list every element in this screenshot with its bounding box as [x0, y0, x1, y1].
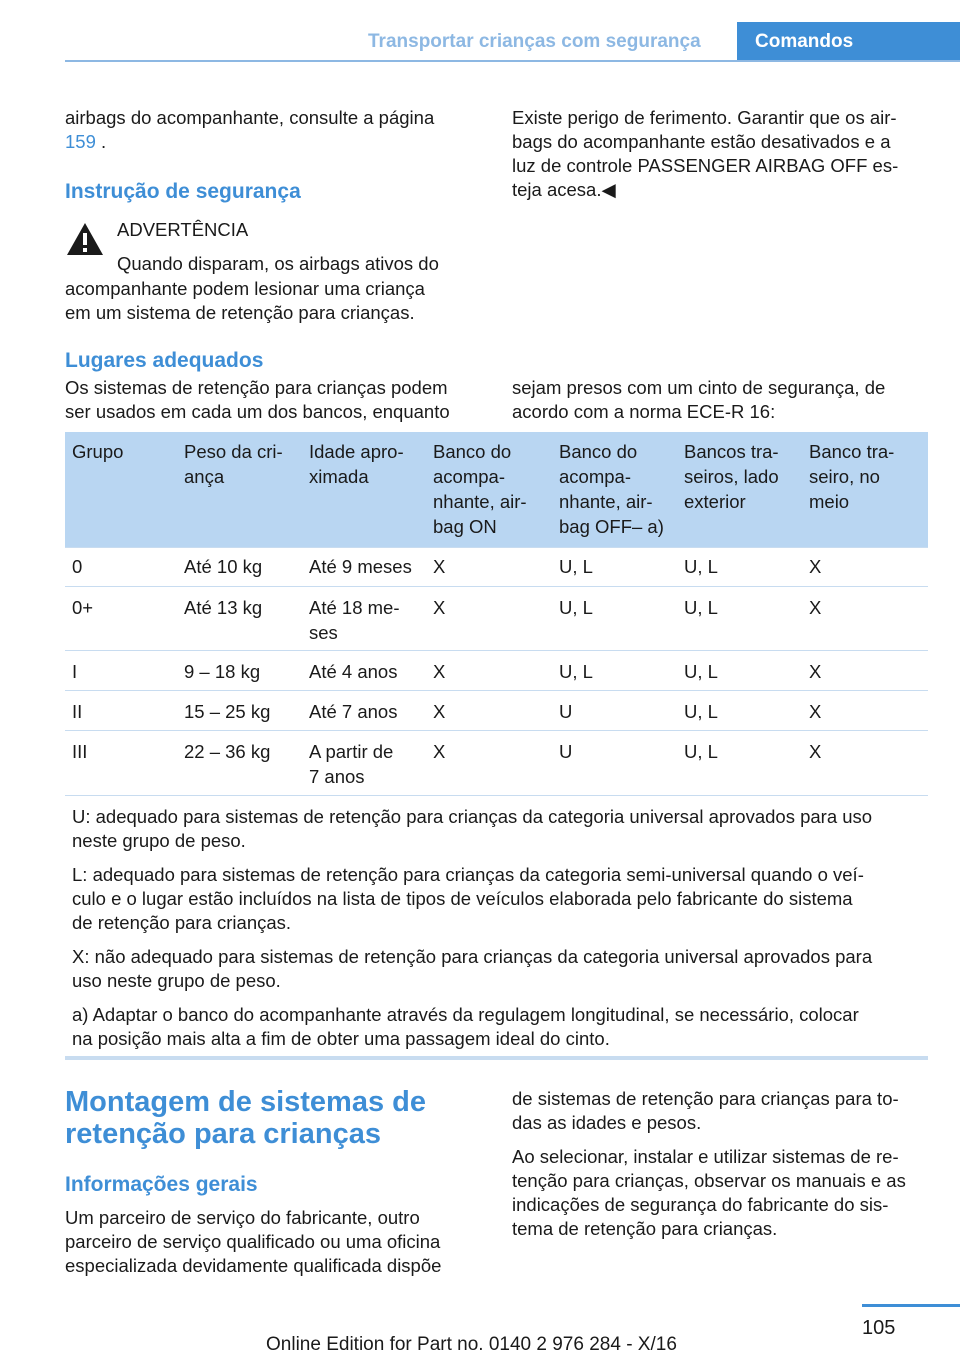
heading-line: Montagem de sistemas de	[65, 1086, 426, 1118]
table-cell: Até 9 meses	[309, 556, 412, 577]
note-line: uso neste grupo de peso.	[72, 970, 281, 991]
note-l	[72, 863, 922, 935]
table-header-cell: seiro, no	[809, 466, 880, 487]
table-cell: X	[809, 556, 822, 577]
table-cell: X	[433, 661, 446, 682]
text-line: sejam presos com um cinto de segurança, de	[512, 377, 886, 398]
table-header-cell: ança	[184, 466, 225, 487]
note-line: culo e o lugar estão incluídos na lista de tipos de veículos elaborada pelo fabricante do sistema	[72, 888, 853, 909]
table-header-cell: Banco do	[433, 441, 512, 462]
table-header-cell: Banco tra‐	[809, 441, 895, 462]
note-line: neste grupo de peso.	[72, 830, 246, 851]
intro-end: .	[95, 131, 107, 152]
table-cell: U, L	[559, 661, 593, 682]
table-cell: Até 13 kg	[184, 597, 263, 618]
table-row-divider	[65, 650, 928, 651]
table-header-cell: Grupo	[72, 441, 124, 462]
intro-line-2	[65, 130, 485, 154]
intro-paragraph	[65, 106, 485, 154]
table-header-cell: bag OFF– a)	[559, 516, 664, 537]
table-header-cell: nhante, air‐	[559, 491, 653, 512]
table-cell: 22 – 36 kg	[184, 741, 271, 762]
text-line: Um parceiro de serviço do fabricante, outro	[65, 1207, 420, 1228]
text-line: Os sistemas de retenção para crianças podem	[65, 377, 448, 398]
text-line: acordo com a norma ECE-R 16:	[512, 401, 776, 422]
table-cell: X	[433, 556, 446, 577]
general-info-left	[65, 1206, 505, 1278]
text-line: Existe perigo de ferimento. Garantir que os air‐	[512, 107, 897, 128]
spacer	[512, 1135, 942, 1145]
table-cell: X	[809, 661, 822, 682]
table-cell: II	[72, 701, 83, 722]
page-number: 105	[862, 1317, 896, 1339]
table-cell: X	[433, 597, 446, 618]
warning-line: Quando disparam, os airbags ativos do	[117, 253, 439, 274]
table-cell-continuation: ses	[309, 622, 338, 643]
intro-line: airbags do acompanhante, consulte a página	[65, 107, 435, 128]
note-x	[72, 945, 922, 993]
table-cell: Até 7 anos	[309, 701, 398, 722]
note-a	[72, 1003, 922, 1051]
warning-line: em um sistema de retenção para crianças.	[65, 302, 415, 323]
note-u	[72, 805, 922, 853]
table-header-cell: Idade apro‐	[309, 441, 404, 462]
table-header-cell: Bancos tra‐	[684, 441, 779, 462]
table-row-divider	[65, 690, 928, 691]
table-cell: Até 18 me‐	[309, 597, 400, 618]
table-header-cell: meio	[809, 491, 850, 512]
table-cell: U, L	[684, 741, 718, 762]
table-cell: Até 4 anos	[309, 661, 398, 682]
warning-continuation	[512, 106, 932, 202]
text-line: Ao selecionar, instalar e utilizar sistemas de re‐	[512, 1146, 899, 1167]
table-header-cell: seiros, lado	[684, 466, 779, 487]
table-cell: U	[559, 741, 573, 762]
page-link[interactable]: 159	[65, 131, 96, 152]
table-cell: 0	[72, 556, 83, 577]
edition-footer: Online Edition for Part no. 0140 2 976 284 - X/16	[266, 1334, 677, 1355]
warning-triangle-icon	[65, 219, 105, 261]
text-line: bags do acompanhante estão desativados e a	[512, 131, 891, 152]
tab-comandos[interactable]: Comandos	[737, 22, 960, 62]
table-row-divider	[65, 586, 928, 587]
table-header-cell: exterior	[684, 491, 746, 512]
table-cell: X	[433, 741, 446, 762]
text-line: ser usados em cada um dos bancos, enquanto	[65, 401, 450, 422]
table-cell: X	[433, 701, 446, 722]
table-cell: III	[72, 741, 88, 762]
table-cell: A partir de	[309, 741, 394, 762]
warning-line: acompanhante podem lesionar uma criança	[65, 278, 425, 299]
heading-line: retenção para crianças	[65, 1118, 381, 1150]
text-line: especializada devidamente qualificada dispõe	[65, 1255, 442, 1276]
table-header-cell: ximada	[309, 466, 369, 487]
table-cell: U, L	[684, 701, 718, 722]
table-row-divider	[65, 730, 928, 731]
header-rule	[65, 60, 960, 62]
places-paragraph-right	[512, 376, 932, 424]
table-cell: 9 – 18 kg	[184, 661, 261, 682]
note-line: U: adequado para sistemas de retenção para crianças da categoria universal aprovados para uso	[72, 806, 873, 827]
footer-rule	[862, 1304, 960, 1307]
table-cell: U	[559, 701, 573, 722]
text-line: tenção para crianças, observar os manuais e as	[512, 1170, 906, 1191]
heading-safety-instruction: Instrução de segurança	[65, 180, 301, 203]
table-header-cell: acompa‐	[433, 466, 505, 487]
text-line: de sistemas de retenção para crianças para to‐	[512, 1088, 899, 1109]
table-cell: U, L	[559, 556, 593, 577]
note-line: L: adequado para sistemas de retenção para crianças da categoria semi-universal quando o veí‐	[72, 864, 864, 885]
section-divider	[65, 1056, 928, 1060]
heading-general-info: Informações gerais	[65, 1173, 258, 1196]
note-line: na posição mais alta a fim de obter uma passagem ideal do cinto.	[72, 1028, 610, 1049]
table-cell: 0+	[72, 597, 94, 618]
text-line: das as idades e pesos.	[512, 1112, 702, 1133]
table-header-cell: bag ON	[433, 516, 497, 537]
table-cell: U, L	[684, 661, 718, 682]
breadcrumb: Transportar crianças com segurança	[368, 31, 701, 52]
warning-title: ADVERTÊNCIA	[117, 219, 249, 240]
table-cell: U, L	[559, 597, 593, 618]
table-header-cell: Banco do	[559, 441, 638, 462]
heading-mounting	[65, 1086, 505, 1150]
table-header-cell: acompa‐	[559, 466, 631, 487]
table-cell: U, L	[684, 597, 718, 618]
table-cell-continuation: 7 anos	[309, 766, 365, 787]
table-cell: X	[809, 597, 822, 618]
table-cell: I	[72, 661, 78, 682]
text-line: luz de controle PASSENGER AIRBAG OFF es‐	[512, 155, 899, 176]
text-line: tema de retenção para crianças.	[512, 1218, 778, 1239]
general-info-right	[512, 1087, 942, 1241]
table-cell: X	[809, 741, 822, 762]
table-row-divider	[65, 547, 928, 548]
note-line: X: não adequado para sistemas de retenção para crianças da categoria universal aprovados para	[72, 946, 873, 967]
text-line: teja acesa.◀	[512, 179, 616, 200]
table-row-divider	[65, 795, 928, 796]
heading-suitable-places: Lugares adequados	[65, 349, 264, 372]
text-line: indicações de segurança do fabricante do sis‐	[512, 1194, 889, 1215]
note-line: de retenção para crianças.	[72, 912, 292, 933]
text-line: parceiro de serviço qualificado ou uma oficina	[65, 1231, 441, 1252]
table-header-cell: Peso da cri‐	[184, 441, 283, 462]
table-cell: Até 10 kg	[184, 556, 263, 577]
table-header-cell: nhante, air‐	[433, 491, 527, 512]
table-cell: X	[809, 701, 822, 722]
table-cell: 15 – 25 kg	[184, 701, 271, 722]
places-paragraph-left	[65, 376, 495, 424]
table-cell: U, L	[684, 556, 718, 577]
note-line: a) Adaptar o banco do acompanhante através da regulagem longitudinal, se necessário, colocar	[72, 1004, 859, 1025]
